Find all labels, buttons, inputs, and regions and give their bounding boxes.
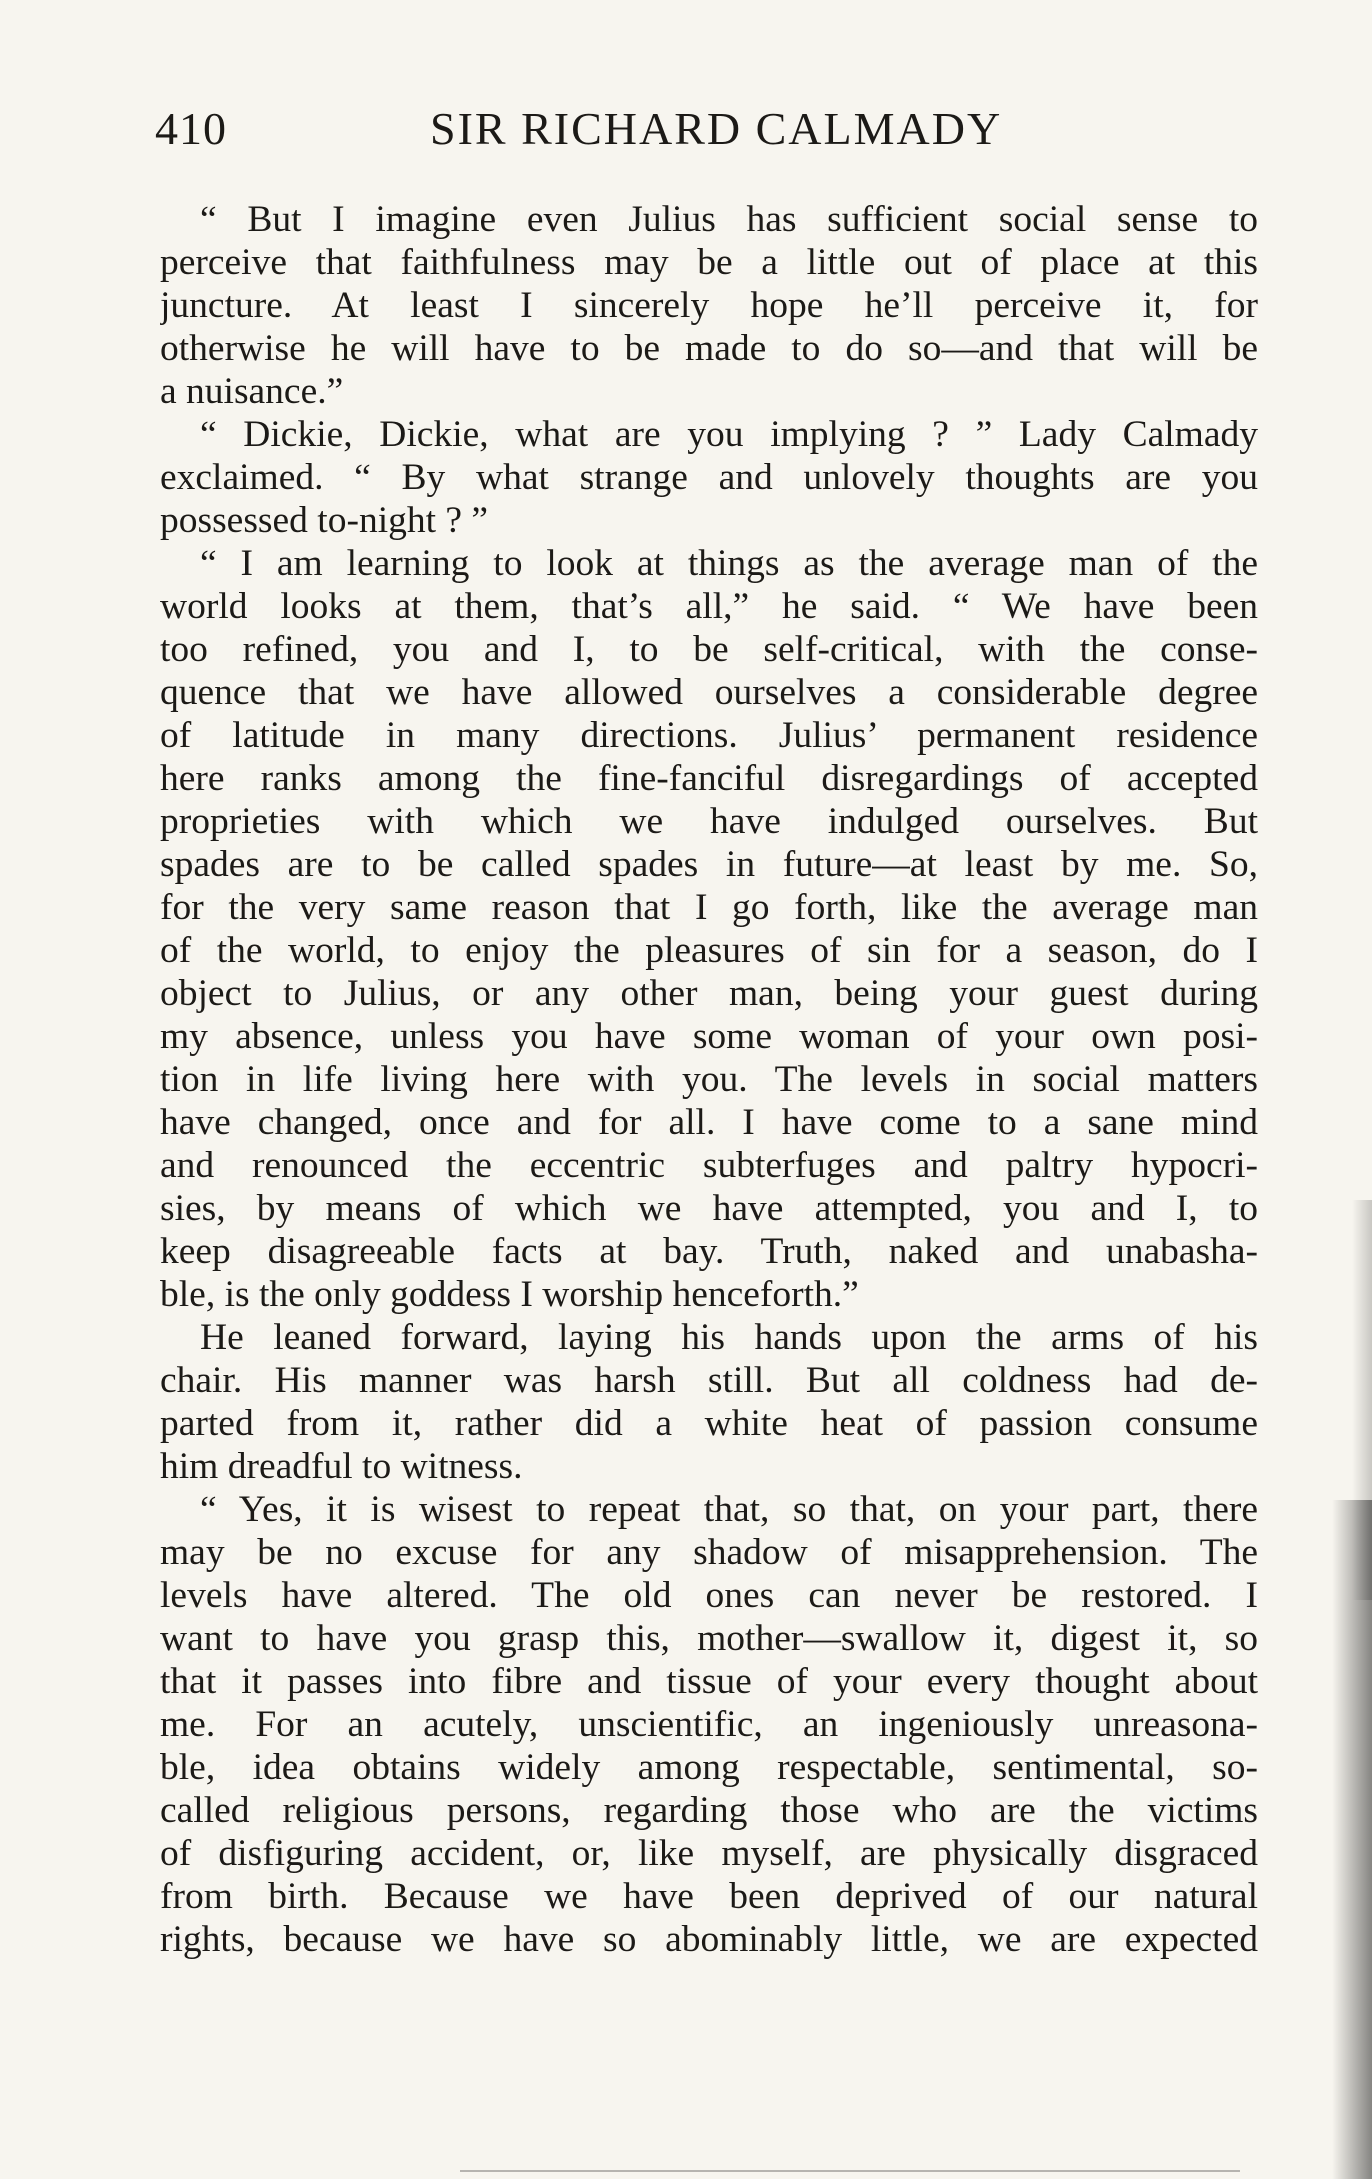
text-line: spades are to be called spades in future—at least by me. So, [160, 844, 1258, 885]
text-line: “ I am learning to look at things as the average man of the [200, 543, 1258, 584]
binding-shadow [1332, 1500, 1372, 2179]
text-line: exclaimed. “ By what strange and unlovely thoughts are you [160, 457, 1258, 498]
text-line: my absence, unless you have some woman of your own posi- [160, 1016, 1258, 1057]
text-line: object to Julius, or any other man, being your guest during [160, 973, 1258, 1014]
text-line: may be no excuse for any shadow of misapprehension. The [160, 1532, 1258, 1573]
text-line: me. For an acutely, unscientific, an ingeniously unreasona- [160, 1704, 1258, 1745]
text-line: parted from it, rather did a white heat of passion consume [160, 1403, 1258, 1444]
text-line: here ranks among the fine-fanciful disregardings of accepted [160, 758, 1258, 799]
text-line: too refined, you and I, to be self-critical, with the conse- [160, 629, 1258, 670]
bottom-edge-line [460, 2170, 1240, 2172]
text-line: want to have you grasp this, mother—swallow it, digest it, so [160, 1618, 1258, 1659]
text-line: that it passes into fibre and tissue of your every thought about [160, 1661, 1258, 1702]
text-line: of disfiguring accident, or, like myself, are physically disgraced [160, 1833, 1258, 1874]
text-line: sies, by means of which we have attempted, you and I, to [160, 1188, 1258, 1229]
text-line: juncture. At least I sincerely hope he’ll perceive it, for [160, 285, 1258, 326]
text-line: levels have altered. The old ones can never be restored. I [160, 1575, 1258, 1616]
page-number: 410 [155, 103, 227, 154]
text-line: possessed to-night ? ” [160, 500, 489, 541]
text-line: world looks at them, that’s all,” he said. “ We have been [160, 586, 1258, 627]
text-line: from birth. Because we have been deprived of our natural [160, 1876, 1258, 1917]
page-header [155, 102, 1255, 162]
text-line: proprieties with which we have indulged ourselves. But [160, 801, 1258, 842]
text-line: ble, idea obtains widely among respectable, sentimental, so- [160, 1747, 1258, 1788]
text-line: “ Yes, it is wisest to repeat that, so that, on your part, there [200, 1489, 1258, 1530]
text-line: “ But I imagine even Julius has sufficient social sense to [200, 199, 1258, 240]
text-line: of the world, to enjoy the pleasures of sin for a season, do I [160, 930, 1258, 971]
text-line: tion in life living here with you. The levels in social matters [160, 1059, 1258, 1100]
text-line: called religious persons, regarding those who are the victims [160, 1790, 1258, 1831]
body-text [160, 198, 1258, 1961]
text-line: ble, is the only goddess I worship henceforth.” [160, 1274, 859, 1315]
text-line: chair. His manner was harsh still. But all coldness had de- [160, 1360, 1258, 1401]
text-line: He leaned forward, laying his hands upon the arms of his [200, 1317, 1258, 1358]
text-line: have changed, once and for all. I have come to a sane mind [160, 1102, 1258, 1143]
text-line: and renounced the eccentric subterfuges and paltry hypocri- [160, 1145, 1258, 1186]
text-line: quence that we have allowed ourselves a considerable degree [160, 672, 1258, 713]
text-line: rights, because we have so abominably little, we are expected [160, 1919, 1258, 1960]
text-line: him dreadful to witness. [160, 1446, 523, 1487]
text-line: otherwise he will have to be made to do so—and that will be [160, 328, 1258, 369]
text-line: a nuisance.” [160, 371, 344, 412]
text-line: of latitude in many directions. Julius’ permanent residence [160, 715, 1258, 756]
text-line: “ Dickie, Dickie, what are you implying ? ” Lady Calmady [200, 414, 1258, 455]
running-title: SIR RICHARD CALMADY [430, 103, 1003, 154]
text-line: keep disagreeable facts at bay. Truth, naked and unabasha- [160, 1231, 1258, 1272]
text-line: perceive that faithfulness may be a little out of place at this [160, 242, 1258, 283]
text-line: for the very same reason that I go forth, like the average man [160, 887, 1258, 928]
